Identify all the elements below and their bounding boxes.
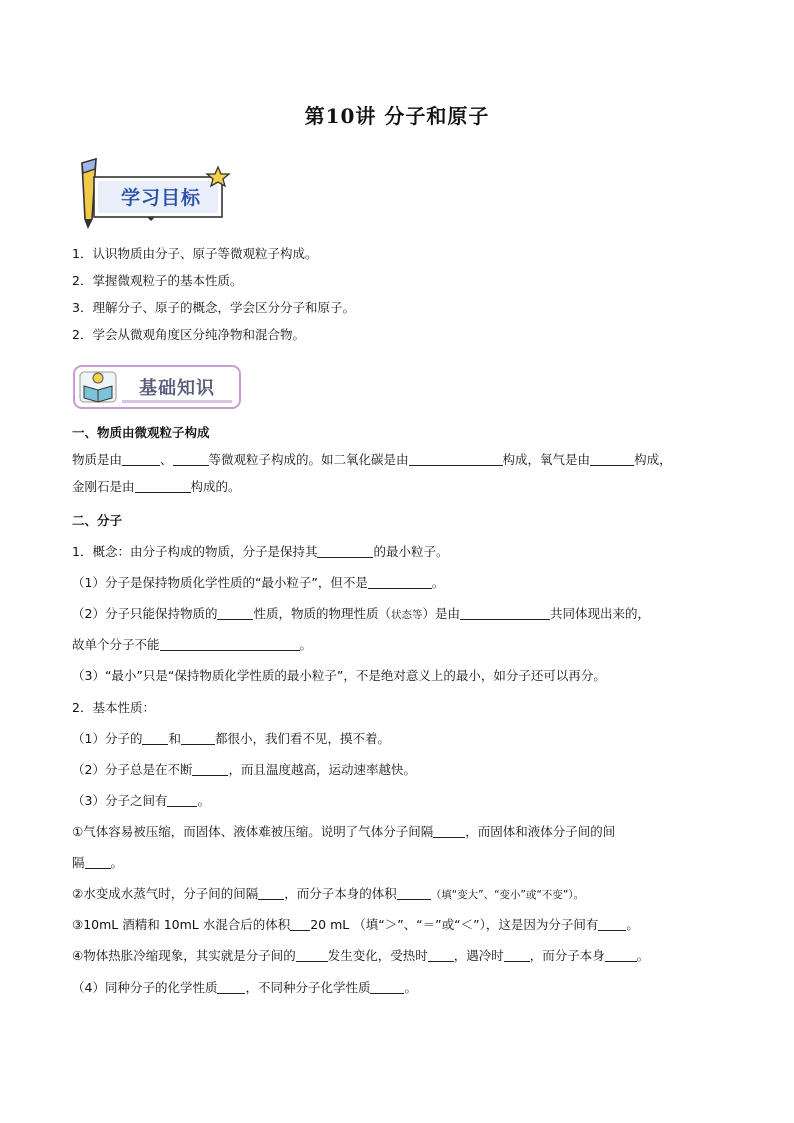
fill-blank[interactable] [142,732,168,745]
fill-blank[interactable] [296,949,328,962]
fill-blank[interactable] [217,981,245,994]
fill-blank[interactable] [122,453,160,466]
text-line: 金刚石是由 构成的。 [72,479,241,494]
fill-blank[interactable] [181,732,215,745]
fill-blank[interactable] [160,638,300,651]
text-line: ③10mL 酒精和 10mL 水混合后的体积 20 mL （填“＞”、“＝”或“＜”），这是因为分子间有 。 [72,917,639,932]
page-title: 第10讲 分子和原子 [304,104,490,128]
goal-item: 2．掌握微观粒子的基本性质。 [72,273,243,288]
fill-blank[interactable] [290,918,310,931]
fill-blank[interactable] [397,887,431,900]
text-line: 隔 。 [72,855,124,870]
text-line: ①气体容易被压缩，而固体、液体难被压缩。说明了气体分子间隔 ，而固体和液体分子间的间 [72,824,616,839]
text-line: 1．概念：由分子构成的物质，分子是保持其 的最小粒子。 [72,544,449,559]
text-line: （1）分子是保持物质化学性质的“最小粒子”，但不是 。 [72,575,445,590]
fill-blank[interactable] [428,949,454,962]
text-line: （4）同种分子的化学性质 ，不同种分子化学性质 。 [72,980,417,995]
goal-item: 3．理解分子、原子的概念，学会区分分子和原子。 [72,300,355,315]
section-heading: 一、物质由微观粒子构成 [72,425,210,440]
section-heading: 二、分子 [72,513,123,528]
fill-blank[interactable] [370,981,404,994]
basic-knowledge-badge [72,364,244,412]
fill-blank[interactable] [504,949,530,962]
fill-blank[interactable] [258,887,284,900]
text-line: （1）分子的 和 都很小，我们看不见，摸不着。 [72,731,390,746]
fill-blank[interactable] [409,453,503,466]
goal-item: 2．学会从微观角度区分纯净物和混合物。 [72,327,305,342]
fill-blank[interactable] [167,794,197,807]
text-line: （3）分子之间有 。 [72,793,210,808]
fill-blank[interactable] [605,949,637,962]
fill-blank[interactable] [433,825,465,838]
fill-blank[interactable] [590,453,634,466]
fill-blank[interactable] [85,856,111,869]
fill-blank[interactable] [460,607,550,620]
text-line: ②水变成水蒸气时，分子间的间隔 ，而分子本身的体积 （填“变大”、“变小”或“不变”）。 [72,886,585,901]
text-line: （2）分子只能保持物质的 性质，物质的物理性质（状态等）是由 共同体现出来的， [72,606,651,621]
fill-blank[interactable] [173,453,209,466]
learning-goals-badge [68,155,238,231]
text-line: 2．基本性质： [72,700,155,715]
fill-blank[interactable] [598,918,626,931]
text-line: ④物体热胀冷缩现象，其实就是分子间的 发生变化，受热时 ，遇冷时 ，而分子本身 。 [72,948,650,963]
goal-item: 1．认识物质由分子、原子等微观粒子构成。 [72,246,318,261]
basic-knowledge-label: 基础知识 [139,378,215,399]
fill-blank[interactable] [317,545,373,558]
text-line: 物质是由 、 等微观粒子构成的。如二氧化碳是由 构成，氧气是由 构成， [72,452,672,467]
learning-goals-label: 学习目标 [120,187,201,209]
text-line: （3）“最小”只是“保持物质化学性质的最小粒子”，不是绝对意义上的最小，如分子还可以再分。 [72,668,606,683]
text-line: 故单个分子不能 。 [72,637,313,652]
fill-blank[interactable] [192,763,228,776]
text-line: （2）分子总是在不断 ，而且温度越高，运动速率越快。 [72,762,416,777]
fill-blank[interactable] [135,480,191,493]
fill-blank[interactable] [368,576,432,589]
fill-blank[interactable] [217,607,253,620]
